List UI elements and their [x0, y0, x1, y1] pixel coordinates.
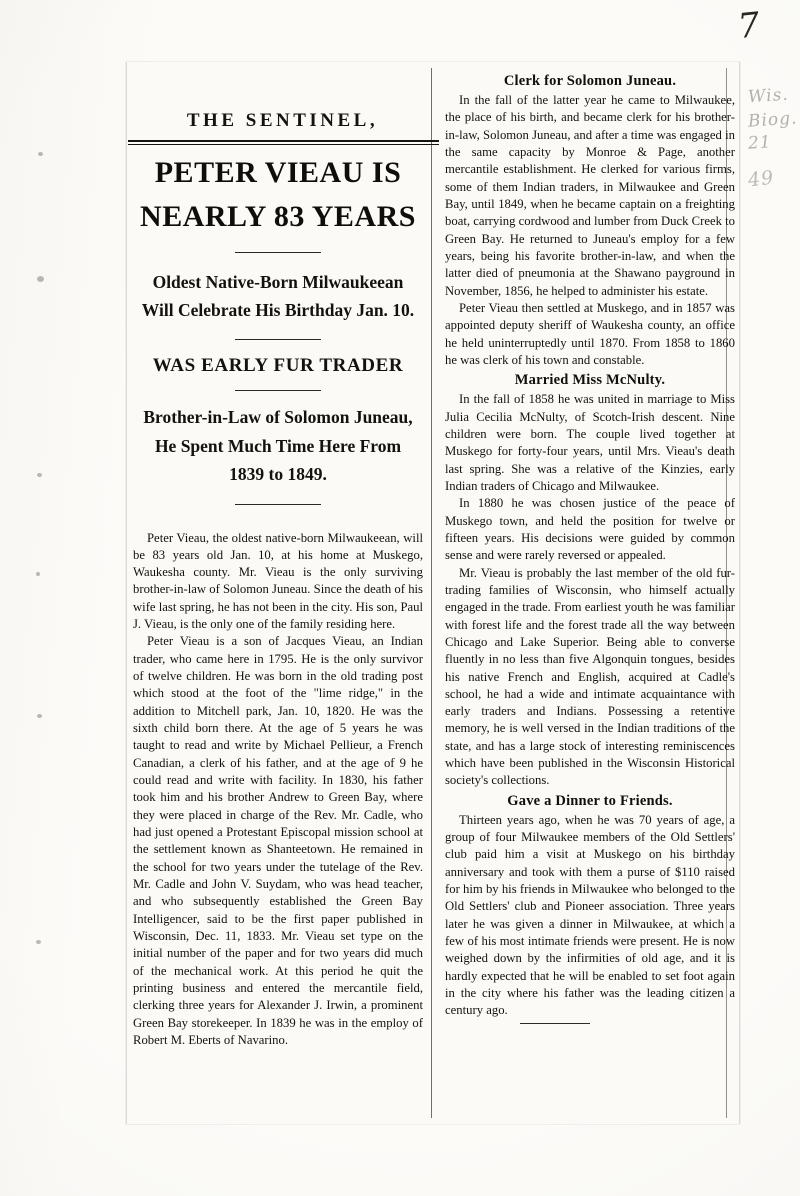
paragraph: Peter Vieau then settled at Muskego, and in 1857 was appointed deputy sheriff of Waukesha county, an office he held uninterruptedly until 1870. From 1858 to 1860 he was clerk of his town and constable. [445, 300, 735, 367]
paper-speck [37, 714, 42, 718]
margin-annotation-4: 49 [746, 166, 776, 192]
column-divider [431, 68, 432, 1118]
paragraph: Peter Vieau, the oldest native-born Milwaukeean, will be 83 years old Jan. 10, at his home at Muskego, Waukesha county. Mr. Vieau is the only surviving brother-in-law of Solomon Juneau. Since the death of his wife last spring, he has not been in the city. His son, Paul J. Vieau, is the only one of the family residing here. [133, 530, 423, 632]
paper-speck [37, 473, 42, 477]
article-end-rule [520, 1023, 590, 1024]
handwritten-page-number: 7 [735, 4, 762, 48]
paper-speck [36, 940, 41, 944]
left-column-body [130, 530, 426, 1050]
left-column [130, 148, 426, 1049]
paragraph: In 1880 he was chosen justice of the peace of Muskego town, and held the position for twelve or fifteen years. His decisions were guided by common sense and were rarely reversed or appealed. [445, 496, 735, 563]
newspaper-clipping [126, 62, 740, 1124]
headline-divider-rule [235, 252, 321, 253]
deck-divider-rule-3 [235, 504, 321, 505]
clipping-edge-left [126, 62, 127, 1124]
deck-subhead-3: Brother-in-Law of Solomon Juneau, He Spent Much Time Here From 1839 to 1849. [143, 407, 413, 485]
deck-divider-rule-1 [235, 339, 321, 340]
clipping-edge-right [739, 62, 740, 1124]
section-body-married-miss-mcnulty [442, 391, 738, 790]
paragraph: Mr. Vieau is probably the last member of the old fur-trading families of Wisconsin, who himself actually engaged in the trade. From earliest youth he was familiar with forest life and the forest trade all the way between Chicago and Lake Superior. Being able to converse fluently in no less than five Algonquin tongues, besides his native French and English, acquired at Cadle's school, he had a wide and intimate acquaintance with early traders and Indians. Possessing a retentive memory, he is well versed in the Indian traditions of the state, and has a large stock of interesting reminiscences which have been published in the Wisconsin Historical society's collections. [445, 565, 735, 788]
newspaper-masthead: THE SENTINEL, [186, 110, 379, 131]
deck-subhead-1: Oldest Native-Born Milwaukeean Will Celebrate His Birthday Jan. 10. [141, 271, 415, 321]
lead-spacer [130, 520, 426, 530]
deck-divider-rule-2 [235, 390, 321, 391]
margin-annotation-3: 21 [747, 132, 773, 154]
right-column [442, 70, 738, 1024]
paragraph: Peter Vieau is a son of Jacques Vieau, an Indian trader, who came here in 1795. He is the only survivor of twelve children. He was born in the old trading post which stood at the foot of the "lime ridge," in the addition to Mitchell park, Jan. 10, 1820. He was the sixth child born there. At the age of 5 years he was taught to read and write by Michael Pellieur, a French Canadian, a clerk of his father, and at the age of 9 he could read and write with facility. In 1830, his father took him and his brother Andrew to Green Bay, where they were placed in charge of the Rev. Mr. Cadle, who had just opened a Protestant Episcopal mission school at the settlement known as Shanteetown. He remained in the school for two years under the tutelage of the Rev. Mr. Cadle and John V. Suydam, who was head teacher, and who subsequently established the Green Bay Intelligencer, said to be the first paper published in Wisconsin, Dec. 11, 1833. Mr. Vieau set type on the initial number of the paper and for two years did much of the mechanical work. At this period he quit the printing business and entered the mercantile field, clerking three years for Alexander J. Irwin, a prominent Green Bay storekeeper. In 1839 he was in the employ of Robert M. Eberts of Navarino. [133, 634, 423, 1048]
paragraph: In the fall of 1858 he was united in marriage to Miss Julia Cecilia McNulty, of Scotch-Irish descent. Nine children were born. The couple lived together at Muskego for forty-four years, until Mrs. Vieau's death last spring. She was a relative of the Kinzies, early Indian traders of Chicago and Milwaukee. [445, 392, 735, 493]
section-heading-clerk-for-solomon-juneau: Clerk for Solomon Juneau. [503, 73, 677, 89]
paragraph: In the fall of the latter year he came to Milwaukee, the place of his birth, and became clerk for his brother-in-law, Solomon Juneau, and after a time was engaged in the same capacity by Monroe & Page, another mercantile establishment. He clerked for various firms, some of them Indian traders, in Milwaukee and Green Bay, until 1849, when he became captain on a freighting boat, carrying cordwood and lumber from Duck Creek to Green Bay. He returned to Juneau's employ for a few years, being his favorite brother-in-law, and when the latter died of pneumonia at the Shawano payground in November, 1856, he helped to administer his estate. [445, 93, 735, 298]
paper-speck [38, 152, 43, 156]
margin-annotation-2: Biog. [747, 108, 799, 132]
section-heading-married-miss-mcnulty: Married Miss McNulty. [514, 372, 666, 389]
paragraph: Thirteen years ago, when he was 70 years of age, a group of four Milwaukee members of the Old Settlers' club paid him a visit at Muskego on his birthday anniversary and took with them a purse of $110 raised for him by his friends in Milwaukee who belonged to the Old Settlers' club and Pioneer association. Three years later he was given a dinner in Milwaukee, at which a few of his most intimate friends were present. He is now weighed down by the infirmities of old age, and it is hardly expected that he will be enabled to set foot again in the city where his father was the leading citizen a century ago. [445, 812, 735, 1018]
paper-speck [36, 572, 40, 576]
paper-speck [37, 276, 44, 282]
deck-subhead-2: WAS EARLY FUR TRADER [152, 355, 404, 377]
margin-annotation-1: Wis. [747, 84, 790, 108]
section-body-gave-a-dinner-to-friends [442, 812, 738, 1020]
masthead-rule [128, 140, 439, 145]
headline-line-2: NEARLY 83 YEARS [140, 200, 416, 234]
section-heading-gave-a-dinner-to-friends: Gave a Dinner to Friends. [507, 792, 673, 809]
headline-line-1: PETER VIEAU IS [154, 156, 402, 189]
section-body-clerk-for-solomon-juneau [442, 92, 738, 369]
